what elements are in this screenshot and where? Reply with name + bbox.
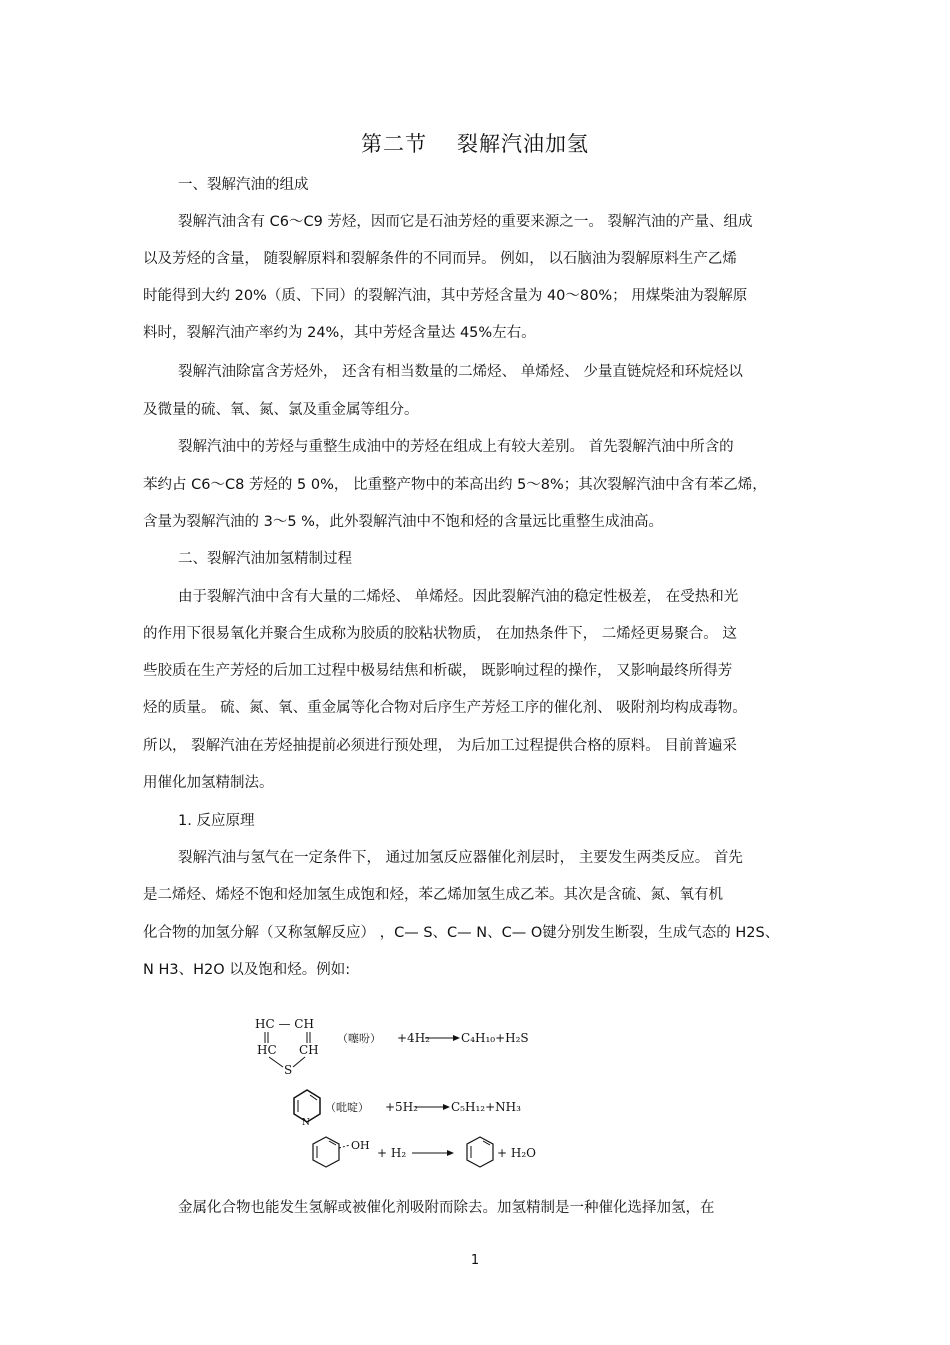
paragraph-line: 料时，裂解汽油产率约为 24%，其中芳烃含量达 45%左右。 [143,325,536,341]
phenol-reaction [313,1137,536,1167]
paragraph-line: 苯约占 C6～C8 芳烃的 5 0%， 比重整产物中的苯高出约 5～8%；其次裂解汽油中含有苯乙烯， [143,477,767,493]
pyridine-reaction [294,1090,521,1128]
subheading: 1. 反应原理 [178,813,255,829]
paragraph-line: 化合物的加氢分解（又称氢解反应） ，C— S、C— N、C— O键分别发生断裂，生成气态的 H2S、 [143,925,780,941]
hydrogen-reactant: +4H₂ [397,1031,430,1045]
thiophene-name: （噻吩） [337,1032,381,1045]
paragraph-line: 含量为裂解汽油的 3～5 %，此外裂解汽油中不饱和烃的含量远比重整生成油高。 [143,514,663,530]
section-title [0,128,950,158]
pyridine-name: （吡啶） [325,1101,369,1114]
paragraph-line: N H3、H2O 以及饱和烃。例如: [143,962,351,978]
nitrogen-atom: N [302,1118,310,1128]
paragraph-line: 裂解汽油中的芳烃与重整生成油中的芳烃在组成上有较大差别。 首先裂解汽油中所含的 [178,439,734,455]
paragraph-line: 裂解汽油除富含芳烃外， 还含有相当数量的二烯烃、 单烯烃、 少量直链烷烃和环烷烃以 [178,364,743,380]
paragraph-line: 的作用下很易氧化并聚合生成称为胶质的胶粘状物质， 在加热条件下， 二烯烃更易聚合。 这 [143,626,737,642]
paragraph-line: 是二烯烃、烯烃不饱和烃加氢生成饱和烃，苯乙烯加氢生成乙苯。其次是含硫、氮、氧有机 [143,887,723,903]
paragraph-line: 时能得到大约 20%（质、下同）的裂解汽油，其中芳烃含量为 40～80%； 用煤柴油为裂解原 [143,288,748,304]
reaction-equations-figure [255,1012,565,1177]
heading-1: 一、裂解汽油的组成 [178,177,309,193]
heading-2: 二、裂解汽油加氢精制过程 [178,551,352,567]
hydrogen-reactant: + H₂ [377,1146,407,1160]
thiophene-ring-top: HC — CH [255,1017,314,1031]
paragraph-line: 用催化加氢精制法。 [143,775,274,791]
paragraph-line: 烃的质量。 硫、氮、氧、重金属等化合物对后序生产芳烃工序的催化剂、 吸附剂均构成毒物。 [143,700,747,716]
paragraph-line: 及微量的硫、氧、氮、氯及重金属等组分。 [143,402,419,418]
thiophene-reaction [255,1017,529,1077]
paragraph-line: 些胶质在生产芳烃的后加工过程中极易结焦和析碳， 既影响过程的操作， 又影响最终所得芳 [143,663,733,679]
section-number: 第二节 [361,132,427,156]
thiophene-products: C₄H₁₀+H₂S [461,1031,529,1045]
sulfur-atom: S [284,1063,293,1077]
paragraph-line: 所以， 裂解汽油在芳烃抽提前必须进行预处理， 为后加工过程提供合格的原料。 目前普遍采 [143,738,737,754]
section-heading: 裂解汽油加氢 [457,132,589,156]
hydroxyl-group: OH [351,1139,370,1152]
thiophene-ring-bottom-right: CH [299,1043,319,1057]
hydrogen-reactant: +5H₂ [385,1100,418,1114]
page-number: 1 [470,1253,480,1268]
paragraph-line: 裂解汽油与氢气在一定条件下， 通过加氢反应器催化剂层时， 主要发生两类反应。 首先 [178,850,743,866]
paragraph-line: 由于裂解汽油中含有大量的二烯烃、 单烯烃。因此裂解汽油的稳定性极差， 在受热和光 [178,589,739,605]
water-product: + H₂O [497,1146,536,1160]
paragraph-line: 以及芳烃的含量， 随裂解原料和裂解条件的不同而异。 例如， 以石脑油为裂解原料生产乙烯 [143,251,737,267]
thiophene-ring-bottom-left: HC [257,1043,277,1057]
pyridine-products: C₅H₁₂+NH₃ [451,1100,521,1114]
paragraph-line: 金属化合物也能发生氢解或被催化剂吸附而除去。加氢精制是一种催化选择加氢，在 [178,1200,715,1216]
paragraph-line: 裂解汽油含有 C6～C9 芳烃，因而它是石油芳烃的重要来源之一。 裂解汽油的产量、组成 [178,214,753,230]
